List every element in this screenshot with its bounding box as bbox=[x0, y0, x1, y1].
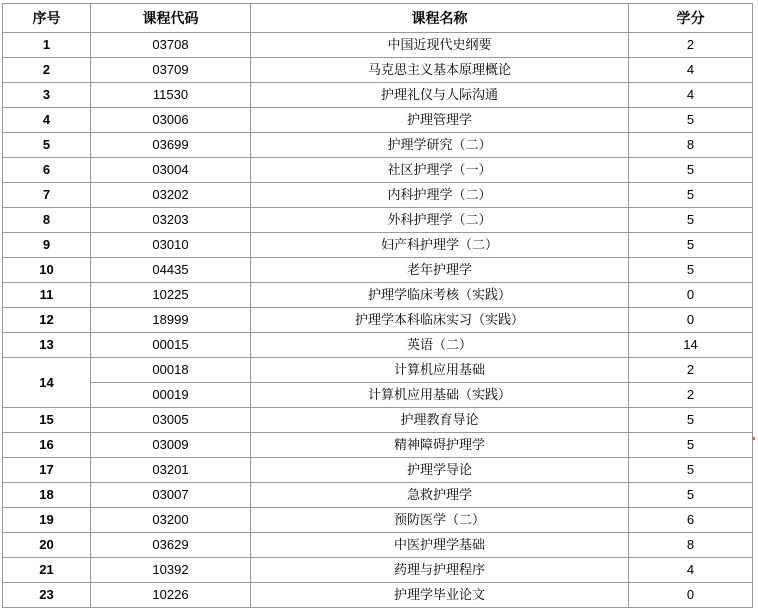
table-row bbox=[3, 408, 753, 433]
cell-credit: 0 bbox=[629, 583, 753, 608]
cell-credit: 5 bbox=[629, 258, 753, 283]
cell-course-code: 00019 bbox=[91, 383, 251, 408]
cell-credit: 5 bbox=[629, 408, 753, 433]
table-row bbox=[3, 533, 753, 558]
cell-no: 4 bbox=[3, 108, 91, 133]
column-header-name: 课程名称 bbox=[251, 4, 629, 33]
cell-course-code: 03200 bbox=[91, 508, 251, 533]
table-row bbox=[3, 483, 753, 508]
cell-course-code: 03709 bbox=[91, 58, 251, 83]
cell-course-code: 18999 bbox=[91, 308, 251, 333]
cell-course-code: 04435 bbox=[91, 258, 251, 283]
cell-course-code: 11530 bbox=[91, 83, 251, 108]
cell-credit: 5 bbox=[629, 183, 753, 208]
cell-no: 9 bbox=[3, 233, 91, 258]
cell-course-name: 计算机应用基础 bbox=[251, 358, 629, 383]
table-row bbox=[3, 208, 753, 233]
cell-no: 6 bbox=[3, 158, 91, 183]
cell-credit: 4 bbox=[629, 83, 753, 108]
cell-course-name: 护理学临床考核（实践） bbox=[251, 283, 629, 308]
cell-credit: 0 bbox=[629, 283, 753, 308]
cell-no: 12 bbox=[3, 308, 91, 333]
cell-course-name: 马克思主义基本原理概论 bbox=[251, 58, 629, 83]
column-header-no: 序号 bbox=[3, 4, 91, 33]
table-row bbox=[3, 183, 753, 208]
cell-credit: 14 bbox=[629, 333, 753, 358]
table-row bbox=[3, 558, 753, 583]
table-row bbox=[3, 33, 753, 58]
cell-course-name: 社区护理学（一） bbox=[251, 158, 629, 183]
table-row bbox=[3, 308, 753, 333]
cell-credit: 5 bbox=[629, 458, 753, 483]
cell-course-name: 中医护理学基础 bbox=[251, 533, 629, 558]
table-row bbox=[3, 458, 753, 483]
course-table bbox=[2, 3, 753, 608]
cell-no: 14 bbox=[3, 358, 91, 408]
cell-course-name: 护理学毕业论文 bbox=[251, 583, 629, 608]
cell-course-code: 03202 bbox=[91, 183, 251, 208]
cell-credit: 5 bbox=[629, 233, 753, 258]
cell-no: 1 bbox=[3, 33, 91, 58]
cell-course-code: 03629 bbox=[91, 533, 251, 558]
cell-course-code: 03004 bbox=[91, 158, 251, 183]
table-row bbox=[3, 433, 753, 458]
table-row bbox=[3, 158, 753, 183]
cell-course-name: 护理管理学 bbox=[251, 108, 629, 133]
cell-course-name: 内科护理学（二） bbox=[251, 183, 629, 208]
cell-no: 2 bbox=[3, 58, 91, 83]
cell-course-code: 03201 bbox=[91, 458, 251, 483]
cell-credit: 2 bbox=[629, 358, 753, 383]
cell-credit: 2 bbox=[629, 383, 753, 408]
table-row bbox=[3, 383, 753, 408]
cell-course-name: 精神障碍护理学 bbox=[251, 433, 629, 458]
table-header-row bbox=[3, 4, 753, 33]
cell-course-name: 药理与护理程序 bbox=[251, 558, 629, 583]
column-header-credit: 学分 bbox=[629, 4, 753, 33]
cell-credit: 4 bbox=[629, 558, 753, 583]
table-row bbox=[3, 583, 753, 608]
cell-course-code: 00015 bbox=[91, 333, 251, 358]
cell-course-code: 03009 bbox=[91, 433, 251, 458]
cell-course-name: 妇产科护理学（二） bbox=[251, 233, 629, 258]
cell-course-name: 老年护理学 bbox=[251, 258, 629, 283]
table-row bbox=[3, 133, 753, 158]
cell-course-code: 10226 bbox=[91, 583, 251, 608]
cell-no: 11 bbox=[3, 283, 91, 308]
cell-course-code: 03708 bbox=[91, 33, 251, 58]
column-header-code: 课程代码 bbox=[91, 4, 251, 33]
stray-mark bbox=[752, 437, 755, 440]
cell-no: 21 bbox=[3, 558, 91, 583]
cell-no: 23 bbox=[3, 583, 91, 608]
cell-credit: 6 bbox=[629, 508, 753, 533]
cell-course-code: 10392 bbox=[91, 558, 251, 583]
cell-no: 18 bbox=[3, 483, 91, 508]
cell-credit: 2 bbox=[629, 33, 753, 58]
table-row bbox=[3, 283, 753, 308]
cell-course-name: 计算机应用基础（实践） bbox=[251, 383, 629, 408]
cell-course-code: 03203 bbox=[91, 208, 251, 233]
cell-credit: 8 bbox=[629, 533, 753, 558]
cell-credit: 5 bbox=[629, 158, 753, 183]
cell-course-name: 护理教育导论 bbox=[251, 408, 629, 433]
cell-course-code: 10225 bbox=[91, 283, 251, 308]
cell-no: 3 bbox=[3, 83, 91, 108]
cell-course-name: 护理学导论 bbox=[251, 458, 629, 483]
cell-no: 19 bbox=[3, 508, 91, 533]
cell-credit: 4 bbox=[629, 58, 753, 83]
cell-course-name: 护理学研究（二） bbox=[251, 133, 629, 158]
cell-course-name: 预防医学（二） bbox=[251, 508, 629, 533]
cell-no: 8 bbox=[3, 208, 91, 233]
table-row bbox=[3, 333, 753, 358]
cell-credit: 5 bbox=[629, 483, 753, 508]
cell-no: 7 bbox=[3, 183, 91, 208]
cell-credit: 0 bbox=[629, 308, 753, 333]
cell-no: 17 bbox=[3, 458, 91, 483]
cell-course-code: 03006 bbox=[91, 108, 251, 133]
cell-course-name: 中国近现代史纲要 bbox=[251, 33, 629, 58]
cell-course-name: 急救护理学 bbox=[251, 483, 629, 508]
cell-course-code: 03699 bbox=[91, 133, 251, 158]
table-row bbox=[3, 508, 753, 533]
table-row bbox=[3, 258, 753, 283]
table-row bbox=[3, 108, 753, 133]
cell-no: 5 bbox=[3, 133, 91, 158]
cell-credit: 5 bbox=[629, 208, 753, 233]
cell-course-name: 护理学本科临床实习（实践） bbox=[251, 308, 629, 333]
cell-course-name: 外科护理学（二） bbox=[251, 208, 629, 233]
table-header bbox=[3, 4, 753, 33]
cell-course-name: 护理礼仪与人际沟通 bbox=[251, 83, 629, 108]
table-row bbox=[3, 358, 753, 383]
table-row bbox=[3, 58, 753, 83]
cell-course-code: 00018 bbox=[91, 358, 251, 383]
cell-no: 10 bbox=[3, 258, 91, 283]
cell-credit: 5 bbox=[629, 433, 753, 458]
cell-credit: 5 bbox=[629, 108, 753, 133]
cell-no: 16 bbox=[3, 433, 91, 458]
table-row bbox=[3, 233, 753, 258]
table-body bbox=[3, 33, 753, 608]
table-row bbox=[3, 83, 753, 108]
cell-course-code: 03010 bbox=[91, 233, 251, 258]
cell-no: 13 bbox=[3, 333, 91, 358]
cell-course-code: 03007 bbox=[91, 483, 251, 508]
cell-no: 15 bbox=[3, 408, 91, 433]
cell-course-name: 英语（二） bbox=[251, 333, 629, 358]
cell-course-code: 03005 bbox=[91, 408, 251, 433]
cell-credit: 8 bbox=[629, 133, 753, 158]
cell-no: 20 bbox=[3, 533, 91, 558]
